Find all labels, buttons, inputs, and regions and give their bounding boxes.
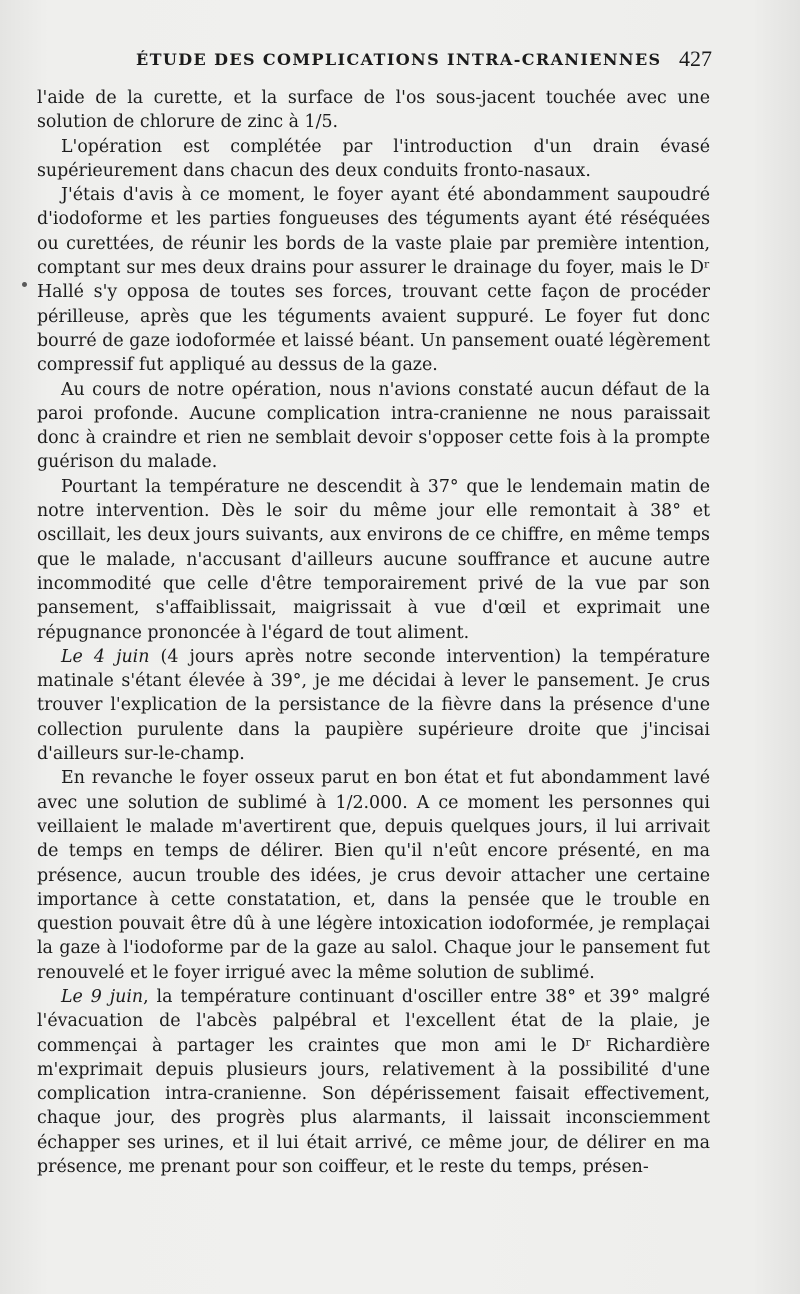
margin-mark — [22, 282, 27, 287]
date-lead-9-juin: Le 9 juin — [61, 986, 144, 1007]
paragraph-5: Pourtant la température ne descendit à 37° que le lendemain matin de notre intervention. Dès le soir du même jour elle remontait à 38° et oscillait, les deux jours suivants, aux environs de ce chiffre, en même temps que le malade, n'accusant d'ailleurs aucune souffrance et aucune autre incommodité que celle d'être temporairement privé de la vue par son pansement, s'affaiblissait, maigrissait à vue d'œil et exprimait une répugnance prononcée à l'égard de tout aliment. — [37, 476, 710, 643]
paragraph-7: En revanche le foyer osseux parut en bon état et fut abondamment lavé avec une solution de sublimé à 1/2.000. A ce moment les personnes qui veillaient le malade m'avertirent que, depuis quelques jours, il lui arrivait de temps en temps de délirer. Bien qu'il n'eût encore présenté, en ma présence, aucun trouble des idées, je crus devoir attacher une certaine importance à cette constatation, et, dans la pensée que le trouble en question pouvait être dû à une légère intoxication iodoformée, je remplaçai la gaze à l'iodoforme par de la gaze au salol. Chaque jour le pansement fut renouvelé et le foyer irrigué avec la même solution de sublimé. — [37, 768, 710, 983]
paragraph-3: J'étais d'avis à ce moment, le foyer ayant été abondamment saupoudré d'iodoforme et les parties fongueuses des téguments ayant été réséquées ou curettées, de réunir les bords de la vaste plaie par première intention, comptant sur mes deux drains pour assurer le drainage du foyer, mais le Dʳ Hallé s'y opposa de toutes ses forces, trouvant cette façon de procéder périlleuse, après que les téguments avaient suppuré. Le foyer fut donc bourré de gaze iodoformée et laissé béant. Un pansement ouaté légèrement compressif fut appliqué au dessus de la gaze. — [37, 185, 710, 376]
paragraph-2: L'opération est complétée par l'introduction d'un drain évasé supérieurement dans chacun des deux conduits fronto-nasaux. — [37, 136, 710, 181]
page-number: 427 — [679, 46, 712, 71]
paragraph-8: Le 9 juin, la température continuant d'osciller entre 38° et 39° malgré l'évacuation de l'abcès palpébral et l'excellent état de la plaie, je commençai à partager les craintes que mon ami le Dʳ Richardière m'exprimait depuis plusieurs jours, relativement à la possibilité d'une complication intra-cranienne. Son dépérissement faisait effectivement, chaque jour, des progrès plus alarmants, il laissait inconsciemment échapper ses urines, et il lui était arrivé, ce même jour, de délirer en ma présence, me prenant pour son coiffeur, et le reste du temps, présen- — [37, 986, 710, 1178]
running-title: ÉTUDE DES COMPLICATIONS INTRA-CRANIENNES — [136, 50, 662, 69]
paragraph-4: Au cours de notre opération, nous n'avions constaté aucun défaut de la paroi profonde. Aucune complication intra-cranienne ne nous paraissait donc à craindre et rien ne semblait devoir s'opposer cette fois à la prompte guérison du malade. — [37, 379, 710, 473]
paragraph-1: l'aide de la curette, et la surface de l'os sous-jacent touchée avec une solution de chlorure de zinc à 1/5. — [37, 88, 710, 133]
paragraph-6: Le 4 juin (4 jours après notre seconde intervention) la température matinale s'étant élevée à 39°, je me décidai à lever le pansement. Je crus trouver l'explication de la persistance de la fièvre dans la présence d'une collection purulente dans la paupière supérieure droite que j'incisai d'ailleurs sur-le-champ. — [37, 646, 710, 765]
body-text — [37, 86, 710, 1179]
page-header — [96, 46, 712, 74]
date-lead-4-juin: Le 4 juin — [61, 646, 150, 667]
